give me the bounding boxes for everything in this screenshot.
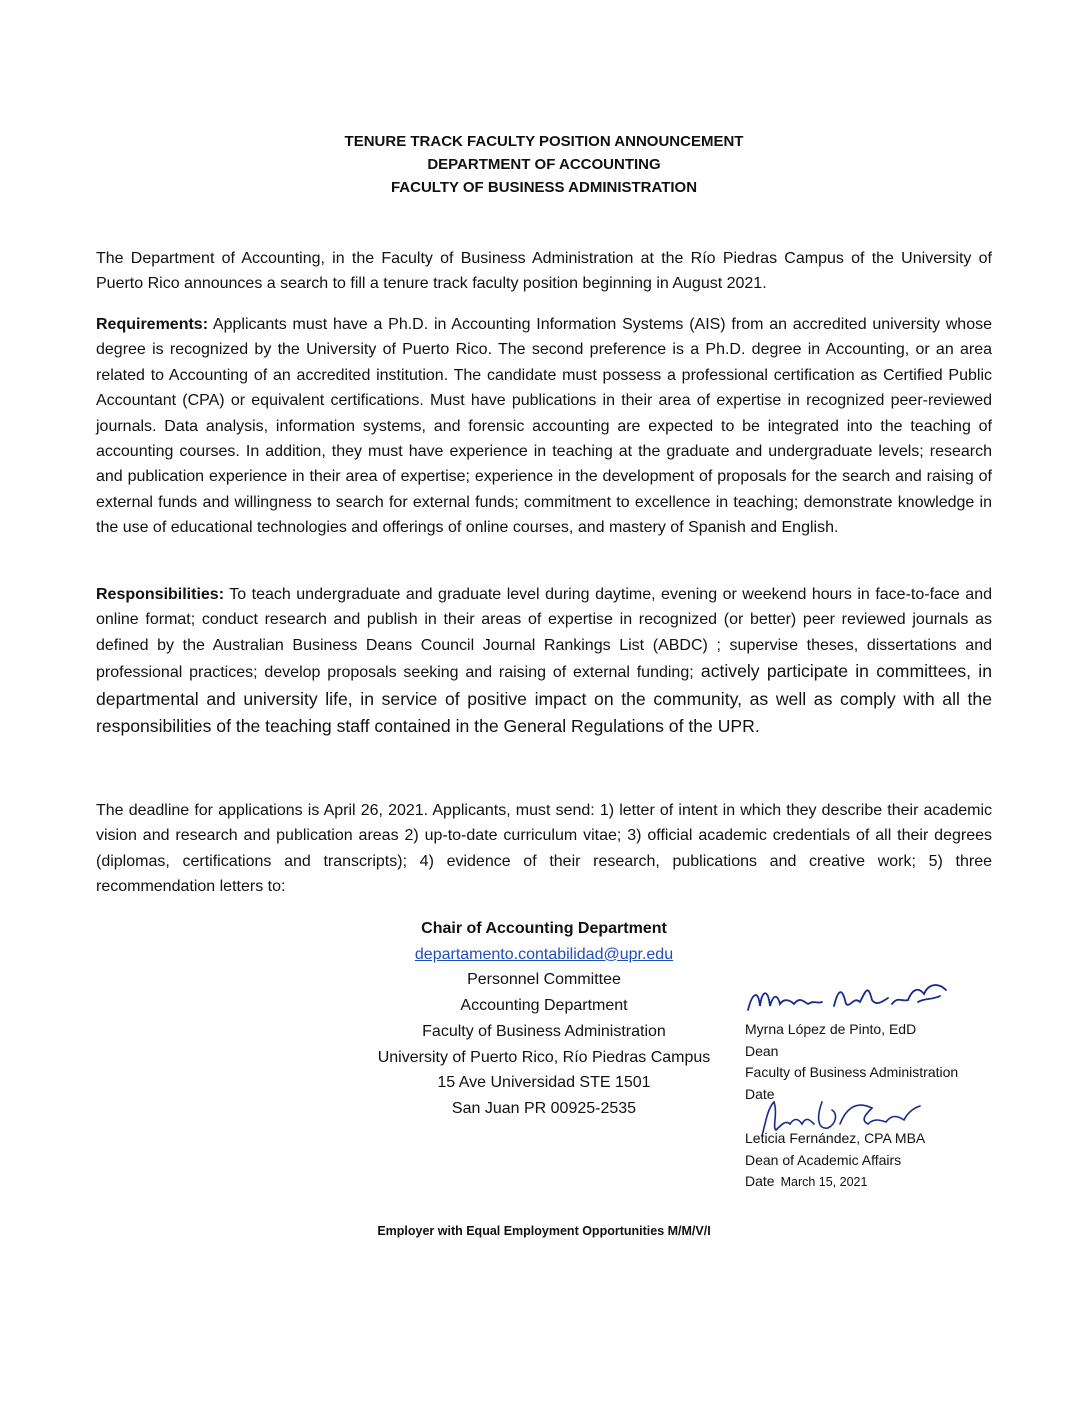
dean-date-label: Date (745, 1085, 775, 1102)
address-line-4: University of Puerto Rico, Río Piedras Campus (377, 1048, 711, 1066)
announcement-heading (0, 130, 1088, 199)
dean-name: Myrna López de Pinto, EdD (745, 1021, 917, 1037)
equal-opportunity-footer: Employer with Equal Employment Opportunities M/M/V/I (377, 1224, 711, 1238)
requirements-label: Requirements: (96, 316, 209, 333)
responsibilities-text-large: actively participate in committees, in departmental and university life, in service of positive impact on the community, as well as comply with all the responsibilities of the teaching staff contained in the General Regulations of the UPR. (96, 661, 992, 737)
address-line-1: Personnel Committee (467, 971, 621, 989)
academic-dean-date (745, 1171, 1045, 1194)
mailing-address (344, 916, 744, 1122)
academic-dean-date-label: Date (745, 1173, 775, 1189)
responsibilities-paragraph (96, 582, 992, 740)
heading-line-3: FACULTY OF BUSINESS ADMINISTRATION (390, 179, 698, 196)
academic-dean-name: Leticia Fernández, CPA MBA (745, 1130, 926, 1146)
signatory-academic-dean (745, 1128, 1045, 1194)
address-line-2: Accounting Department (460, 997, 628, 1015)
requirements-text: Applicants must have a Ph.D. in Accounting Information Systems (AIS) from an accredited university whose degree is recognized by the University of Puerto Rico. The second preference is a Ph.D. degree in Accounting, or an area related to Accounting of an accredited institution. The candidate must possess a professional certification as Certified Public Accountant (CPA) or equivalent certifications. Must have publications in their area of expertise in recognized peer-reviewed journals. Data analysis, information systems, and forensic accounting are expected to be integrated into the teaching of accounting courses. In addition, they must have experience in teaching at the graduate and undergraduate levels; research and publication experience in their area of expertise; experience in the development of proposals for the search and raising of external funds and willingness to search for external funds; commitment to excellence in teaching; demonstrate knowledge in the use of educational technologies and offerings of online courses, and mastery of Spanish and English. (96, 316, 992, 537)
signatory-dean (745, 1019, 1045, 1105)
requirements-paragraph (96, 312, 992, 541)
heading-line-2: DEPARTMENT OF ACCOUNTING (427, 156, 661, 173)
address-chair: Chair of Accounting Department (421, 920, 667, 937)
responsibilities-text: To teach undergraduate and graduate level during daytime, evening or weekend hours in face-to-face and online format; conduct research and publish in their areas of expertise in recognized (or better) peer reviewed journals as defined by the Australian Business Deans Council Journal Rankings List (ABDC) ; supervise theses, dissertations and professional practices; develop proposals seeking and raising of external funding; (96, 586, 992, 682)
dean-title: Dean (745, 1042, 779, 1059)
dean-unit: Faculty of Business Administration (745, 1064, 959, 1080)
deadline-paragraph: The deadline for applications is April 26, 2021. Applicants, must send: 1) letter of intent in which they describe their academic vision and research and publication areas 2) up-to-date curriculum vitae; 3) official academic credentials of all their degrees (diplomas, certifications and transcripts); 4) evidence of their research, publications and creative work; 5) three recommendation letters to: (96, 802, 992, 896)
responsibilities-label: Responsibilities: (96, 586, 225, 603)
signature-dean (742, 980, 957, 1022)
address-line-5: 15 Ave Universidad STE 1501 (437, 1074, 651, 1092)
academic-dean-title: Dean of Academic Affairs (745, 1151, 902, 1168)
heading-line-1: TENURE TRACK FACULTY POSITION ANNOUNCEMENT (344, 133, 744, 150)
address-line-3: Faculty of Business Administration (422, 1022, 666, 1040)
address-line-6: San Juan PR 00925-2535 (451, 1099, 637, 1117)
academic-dean-date-value: March 15, 2021 (780, 1175, 868, 1189)
email-link[interactable]: departamento.contabilidad@upr.edu (414, 945, 674, 963)
intro-paragraph: The Department of Accounting, in the Faculty of Business Administration at the Río Piedras Campus of the University of Puerto Rico announces a search to fill a tenure track faculty position beginning in August 2021. (96, 250, 992, 293)
